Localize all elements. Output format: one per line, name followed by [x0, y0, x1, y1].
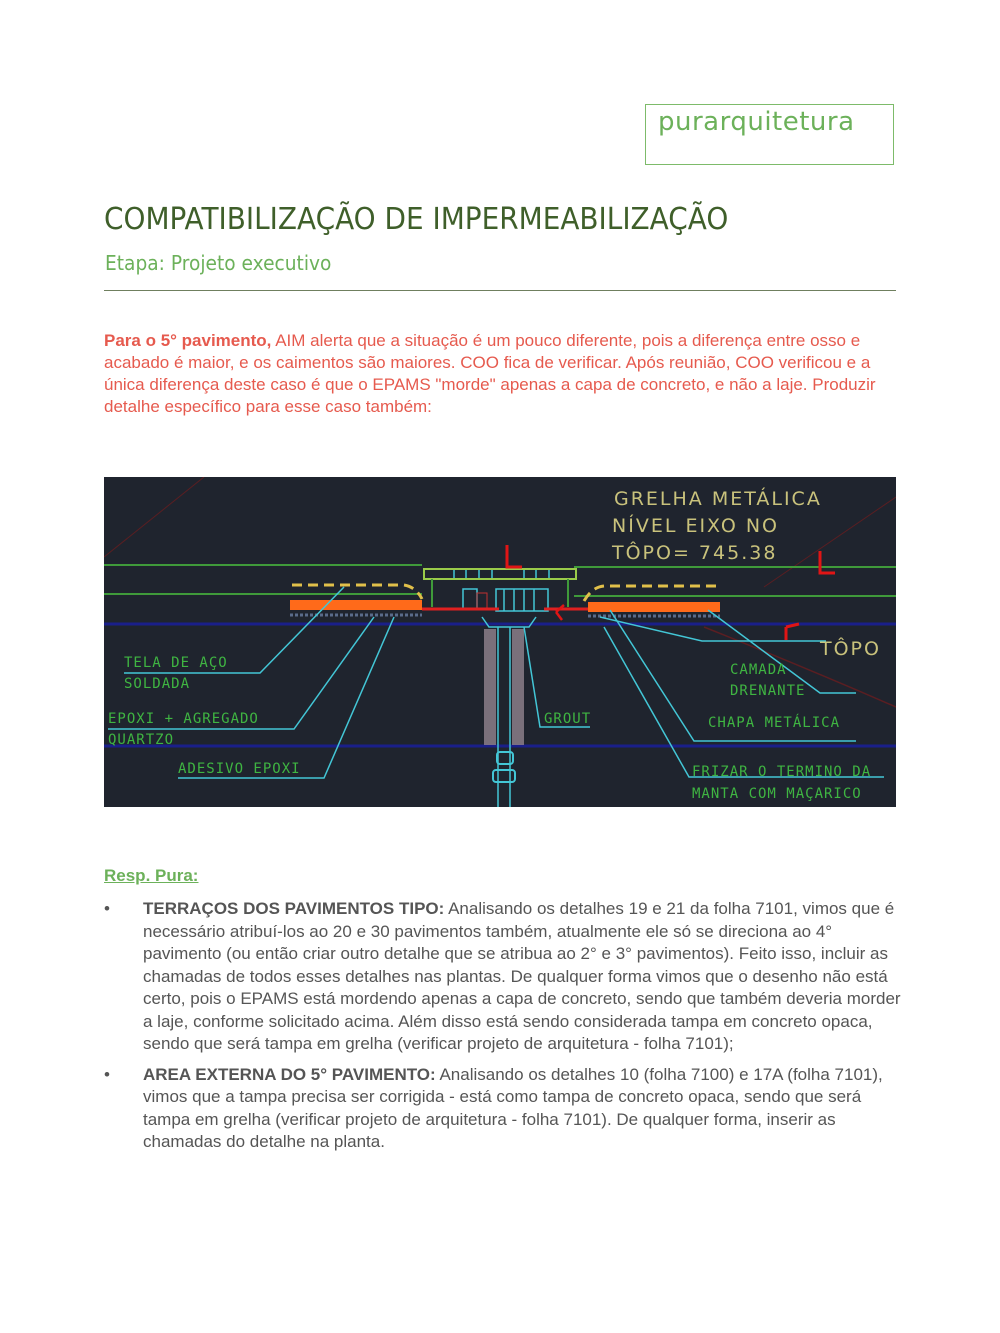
page-title: COMPATIBILIZAÇÃO DE IMPERMEABILIZAÇÃO	[104, 202, 729, 237]
cad-drainage-layer-right	[584, 586, 720, 601]
response-item	[104, 898, 904, 1056]
bullet-icon: •	[104, 899, 110, 918]
cad-label-tela-2: SOLDADA	[124, 676, 191, 692]
cad-detail-drawing	[104, 477, 896, 807]
brand-logo-box	[645, 104, 894, 165]
cad-label-camada-1: CAMADA	[730, 662, 787, 678]
title-divider	[104, 290, 896, 291]
cad-epoxi-layer-right	[588, 602, 720, 612]
cad-epoxi-layer-left	[290, 600, 422, 610]
cad-label-frizar-1: FRIZAR O TERMINO DA	[692, 764, 872, 780]
cad-red-guide	[104, 477, 204, 557]
cad-topo-label: TÔPO	[820, 638, 881, 660]
cad-label-grout: GROUT	[544, 711, 592, 727]
cad-level-marker	[786, 624, 799, 640]
response-heading: Resp. Pura:	[104, 866, 199, 885]
cad-label-camada-2: DRENANTE	[730, 683, 806, 699]
cad-pipe-couplings	[493, 752, 515, 782]
cad-leader-lines-right	[524, 610, 884, 777]
cad-title-line-3: TÔPO= 745.38	[612, 542, 778, 564]
page-subtitle: Etapa: Projeto executivo	[105, 251, 332, 275]
cad-label-chapa: CHAPA METÁLICA	[708, 715, 841, 731]
cad-title-line-2: NÍVEL EIXO NO	[612, 515, 780, 537]
cad-grout-right	[512, 629, 524, 745]
cad-level-marker	[556, 605, 564, 620]
cad-title-line-1: GRELHA METÁLICA	[614, 488, 822, 510]
intro-paragraph	[104, 330, 904, 418]
cad-red-detail	[477, 593, 487, 609]
response-item	[104, 1064, 904, 1154]
intro-lead: Para o 5° pavimento,	[104, 331, 272, 350]
response-list	[104, 898, 904, 1162]
cad-level-marker	[507, 545, 522, 567]
cad-drainage-layer-left	[292, 585, 422, 599]
cad-label-epoxi-2: QUARTZO	[108, 732, 175, 748]
response-item-lead: AREA EXTERNA DO 5° PAVIMENTO:	[143, 1064, 436, 1084]
cad-label-tela-1: TELA DE AÇO	[124, 655, 228, 671]
cad-grout-left	[484, 629, 496, 745]
cad-label-adesivo: ADESIVO EPOXI	[178, 761, 301, 777]
cad-level-marker	[820, 551, 835, 573]
response-item-lead: TERRAÇOS DOS PAVIMENTOS TIPO:	[143, 899, 445, 918]
cad-grate	[424, 569, 576, 579]
cad-label-epoxi-1: EPOXI + AGREGADO	[108, 711, 259, 727]
intro-text: AIM alerta que a situação é um pouco diferente, pois a diferença entre osso e acabado é maior, e os caimentos são maiores. COO fica de verificar. Após reunião, COO verificou e a única diferença deste caso é que o EPAMS "morde" apenas a capa de concreto, e não a laje. Produzir detalhe específico para esse caso também:	[104, 331, 876, 416]
response-item-text: Analisando os detalhes 19 e 21 da folha 7101, vimos que é necessário atribuí-los ao 20 e 30 pavimentos também, atualmente ele só se direciona ao 4° pavimento (ou então criar outro detalhe que se atribua ao 2° e 3° pavimentos). Feito isso, incluir as chamadas de todos esses detalhes nas plantas. De qualquer forma vimos que o desenho não está certo, pois o EPAMS está mordendo apenas a capa de concreto, sendo que também deveria morder a laje, conforme solicitado acima. Além disso está sendo considerada tampa em concreto opaca, sendo que será tampa em grelha (verificar projeto de arquitetura - folha 7101);	[143, 899, 901, 1053]
cad-drawing-svg	[104, 477, 896, 807]
cad-grate-bars	[454, 570, 549, 578]
bullet-icon: •	[104, 1064, 110, 1084]
cad-label-frizar-2: MANTA COM MAÇARICO	[692, 786, 862, 802]
response-item-text: Analisando os detalhes 10 (folha 7100) e 17A (folha 7101), vimos que a tampa precisa ser corrigida - está como tampa de concreto opaca, sendo que será tampa em grelha (verificar projeto de arquitetura - folha 7101). De qualquer forma, inserir as chamadas do detalhe na planta.	[143, 1064, 883, 1151]
brand-logo: purarquitetura	[658, 107, 855, 137]
